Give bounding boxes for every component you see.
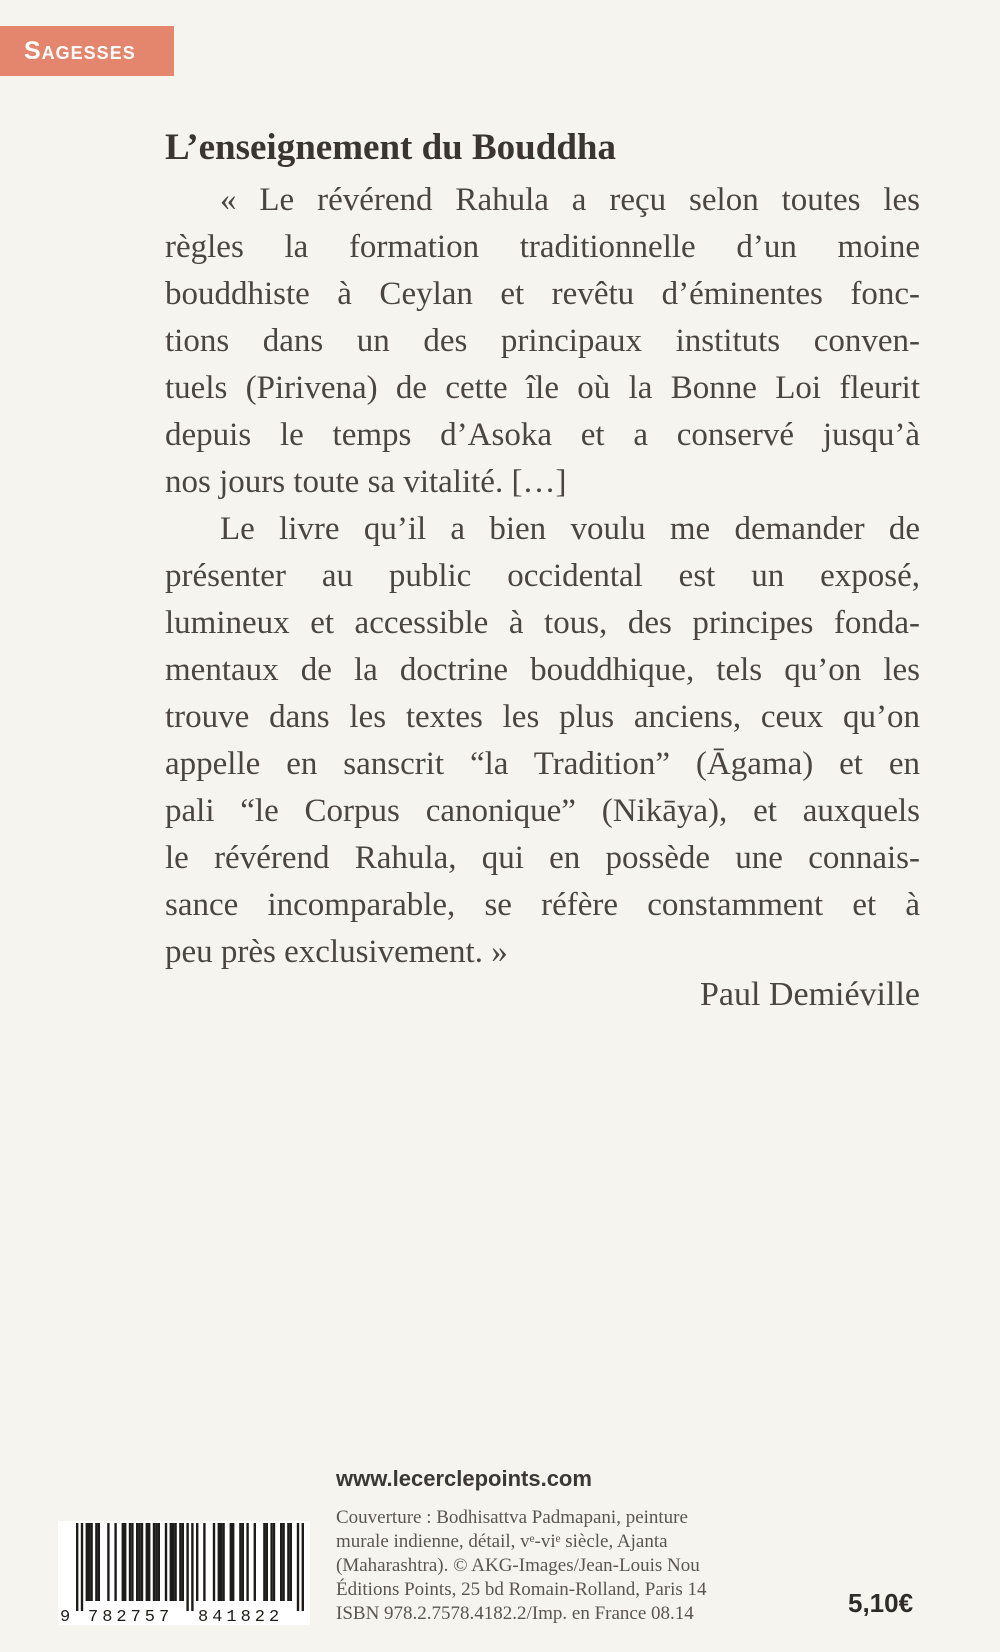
barcode-bar (232, 1523, 234, 1601)
blurb-line: tuels (Pirivena) de cette île où la Bonne Loi fleurit (165, 370, 920, 406)
barcode-bar (242, 1523, 244, 1601)
isbn-barcode (58, 1521, 310, 1625)
barcode-bar (138, 1523, 140, 1601)
barcode-bar (263, 1523, 265, 1601)
barcode-bar (273, 1523, 275, 1601)
barcode-bar (297, 1523, 299, 1611)
cover-credits (336, 1506, 776, 1626)
blurb-line: appelle en sanscrit “la Tradition” (Āgama) et en (165, 746, 920, 782)
barcode-bar (131, 1523, 133, 1601)
barcode-bar (129, 1523, 131, 1601)
barcode-bar (270, 1523, 272, 1601)
barcode-bar (196, 1523, 198, 1601)
publisher-website-link[interactable]: www.lecerclepoints.com (336, 1466, 592, 1491)
blurb-line: peu près exclusivement. » (165, 934, 508, 970)
series-tag: Sagesses (0, 26, 174, 76)
barcode-bar (122, 1523, 124, 1601)
barcode-bar (230, 1523, 232, 1601)
barcode-bar (165, 1523, 167, 1601)
barcode-bar (170, 1523, 172, 1601)
credit-line: Couverture : Bodhisattva Padmapani, peinture (336, 1507, 688, 1528)
blurb-line: lumineux et accessible à tous, des principes fonda- (165, 605, 920, 641)
barcode-bar (155, 1523, 157, 1601)
credit-line: Éditions Points, 25 bd Romain-Rolland, Paris 14 (336, 1579, 707, 1600)
blurb-line: depuis le temps d’Asoka et a conservé jusqu’à (165, 417, 920, 453)
barcode-bar (302, 1523, 304, 1611)
barcode-bar (290, 1523, 292, 1601)
blurb-line: pali “le Corpus canonique” (Nikāya), et auxquels (165, 793, 920, 829)
barcode-bar (114, 1523, 116, 1601)
blurb-line: bouddhiste à Ceylan et revêtu d’éminentes fonc- (165, 276, 920, 312)
barcode-bar (287, 1523, 289, 1601)
price: 5,10€ (848, 1588, 914, 1618)
isbn-line: ISBN 978.2.7578.4182.2/Imp. en France 08.14 (336, 1603, 694, 1624)
barcode-bar (107, 1523, 109, 1601)
barcode-digit-group: 841822 (198, 1608, 284, 1625)
barcode-bar (141, 1523, 143, 1601)
credit-line: (Maharashtra). © AKG-Images/Jean-Louis Nou (336, 1555, 700, 1576)
barcode-bar (90, 1523, 92, 1601)
blurb-line: mentaux de la doctrine bouddhique, tels qu’on les (165, 652, 920, 688)
barcode-bar (153, 1523, 155, 1601)
blurb-line: Le livre qu’il a bien voulu me demander de (220, 511, 920, 547)
barcode-bar (182, 1523, 184, 1601)
barcode-bar (218, 1523, 220, 1601)
barcode-bar (136, 1523, 138, 1601)
barcode-bars (58, 1521, 310, 1625)
barcode-bar (282, 1523, 284, 1601)
barcode-bar (179, 1523, 181, 1601)
barcode-bar (203, 1523, 205, 1601)
blurb-line: règles la formation traditionnelle d’un moine (165, 229, 920, 265)
blurb-line: présenter au public occidental est un exposé, (165, 558, 920, 594)
barcode-bar (88, 1523, 90, 1601)
blurb-line: tions dans un des principaux instituts conven- (165, 323, 920, 359)
blurb-line: sance incomparable, se réfère constamment et à (165, 887, 920, 923)
barcode-bar (254, 1523, 256, 1601)
blurb-line: trouve dans les textes les plus anciens, ceux qu’on (165, 699, 920, 735)
barcode-bar (95, 1523, 97, 1601)
barcode-digit-group: 9 (60, 1608, 71, 1625)
barcode-bar (280, 1523, 282, 1601)
blurb-line: nos jours toute sa vitalité. […] (165, 464, 567, 500)
barcode-bar (86, 1523, 88, 1601)
barcode-digit-group: 782757 (88, 1608, 174, 1625)
author-signature: Paul Demiéville (699, 976, 920, 1013)
barcode-bar (158, 1523, 160, 1601)
barcode-bar (220, 1523, 222, 1601)
credit-line: murale indienne, détail, vᵉ-viᵉ siècle, Ajanta (336, 1531, 668, 1552)
barcode-bar (98, 1523, 100, 1601)
barcode-bar (191, 1523, 193, 1611)
barcode-bar (186, 1523, 188, 1611)
blurb-line: le révérend Rahula, qui en possède une connais- (165, 840, 920, 876)
barcode-bar (148, 1523, 150, 1601)
barcode-bar (81, 1523, 83, 1611)
barcode-bar (266, 1523, 268, 1601)
barcode-bar (246, 1523, 248, 1601)
barcode-bar (239, 1523, 241, 1601)
barcode-bar (222, 1523, 224, 1601)
barcode-bar (146, 1523, 148, 1601)
barcode-bar (76, 1523, 78, 1611)
book-title: L’enseignement du Bouddha (165, 127, 616, 168)
barcode-bar (213, 1523, 215, 1601)
barcode-bar (172, 1523, 174, 1601)
barcode-bar (174, 1523, 176, 1601)
barcode-bar (124, 1523, 126, 1601)
blurb-line: « Le révérend Rahula a reçu selon toutes les (220, 182, 920, 218)
